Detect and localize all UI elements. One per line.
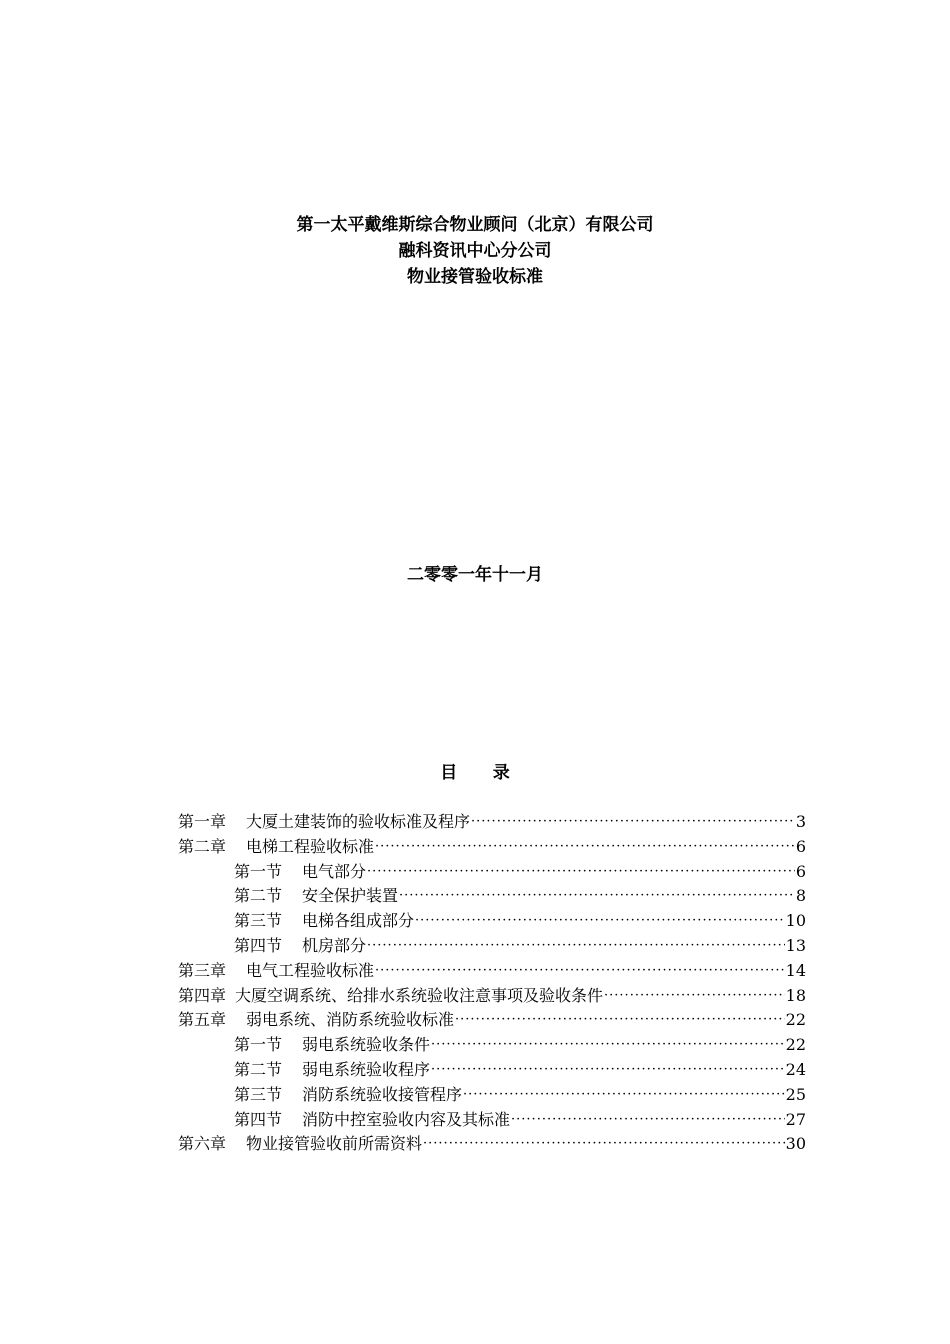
toc-entry-number: 第一节 bbox=[234, 861, 283, 881]
toc-entry-title: 弱电系统验收条件 bbox=[302, 1035, 431, 1055]
toc-leader-dots bbox=[375, 835, 795, 860]
toc-entry-number: 第二节 bbox=[234, 886, 283, 906]
toc-entry-chapter-5[interactable] bbox=[178, 1008, 806, 1033]
toc-entry-chapter-2-section-4[interactable] bbox=[178, 934, 806, 959]
toc-entry-chapter-4[interactable] bbox=[178, 984, 806, 1009]
toc-entry-title: 机房部分 bbox=[302, 935, 367, 955]
toc-entry-chapter-6[interactable] bbox=[178, 1132, 806, 1157]
toc-leader-dots bbox=[399, 884, 795, 909]
toc-entry-page: 10 bbox=[785, 911, 806, 931]
toc-entry-chapter-2-section-1[interactable] bbox=[178, 860, 806, 885]
toc-entry-title: 消防中控室验收内容及其标准 bbox=[302, 1109, 511, 1129]
toc-entry-page: 27 bbox=[785, 1109, 806, 1129]
toc-entry-chapter-2-section-3[interactable] bbox=[178, 909, 806, 934]
toc-leader-dots bbox=[423, 1132, 785, 1157]
toc-entry-title: 安全保护装置 bbox=[302, 886, 399, 906]
toc-leader-dots bbox=[511, 1108, 785, 1133]
toc-entry-number: 第二章 bbox=[178, 836, 227, 856]
toc-entry-page: 22 bbox=[785, 1010, 806, 1030]
toc-leader-dots bbox=[367, 934, 785, 959]
toc-entry-title: 电梯工程验收标准 bbox=[246, 836, 375, 856]
toc-entry-page: 13 bbox=[785, 935, 806, 955]
cover-title-block bbox=[0, 212, 950, 290]
toc-entry-title: 电气部分 bbox=[302, 861, 367, 881]
toc-entry-page: 3 bbox=[795, 812, 806, 831]
toc-entry-number: 第一节 bbox=[234, 1035, 283, 1055]
toc-entry-title: 弱电系统、消防系统验收标准 bbox=[246, 1010, 455, 1030]
toc-entry-chapter-5-section-3[interactable] bbox=[178, 1083, 806, 1108]
toc-leader-dots bbox=[375, 959, 785, 984]
toc-entry-number: 第四节 bbox=[234, 1109, 283, 1129]
toc-entry-chapter-5-section-2[interactable] bbox=[178, 1058, 806, 1083]
toc-entry-chapter-1[interactable] bbox=[178, 810, 806, 835]
toc-entry-number: 第三节 bbox=[234, 1084, 283, 1104]
toc-entry-title: 大厦土建装饰的验收标准及程序 bbox=[246, 812, 471, 831]
toc-entry-number: 第五章 bbox=[178, 1010, 227, 1030]
toc-entry-chapter-3[interactable] bbox=[178, 959, 806, 984]
toc-leader-dots bbox=[367, 860, 795, 885]
toc-entry-number: 第二节 bbox=[234, 1059, 283, 1079]
document-date: 二零零一年十一月 bbox=[407, 565, 543, 585]
toc-entry-page: 25 bbox=[785, 1084, 806, 1104]
toc-entry-number: 第四章 bbox=[178, 985, 227, 1005]
toc-entry-chapter-2[interactable] bbox=[178, 835, 806, 860]
toc-entry-page: 22 bbox=[785, 1035, 806, 1055]
toc-entry-chapter-5-section-4[interactable] bbox=[178, 1108, 806, 1133]
toc-entry-number: 第四节 bbox=[234, 935, 283, 955]
toc-entry-title: 电梯各组成部分 bbox=[302, 911, 415, 931]
table-of-contents bbox=[178, 810, 806, 1157]
toc-entry-page: 6 bbox=[795, 861, 806, 881]
toc-entry-page: 8 bbox=[795, 886, 806, 906]
toc-entry-page: 30 bbox=[785, 1134, 806, 1154]
toc-entry-page: 24 bbox=[785, 1059, 806, 1079]
toc-entry-title: 大厦空调系统、给排水系统验收注意事项及验收条件 bbox=[235, 985, 604, 1005]
toc-leader-dots bbox=[471, 810, 795, 835]
toc-entry-chapter-2-section-2[interactable] bbox=[178, 884, 806, 909]
toc-leader-dots bbox=[415, 909, 785, 934]
company-name: 第一太平戴维斯综合物业顾问（北京）有限公司 bbox=[296, 215, 654, 235]
toc-leader-dots bbox=[455, 1008, 785, 1033]
toc-entry-page: 18 bbox=[785, 985, 806, 1005]
toc-entry-title: 电气工程验收标准 bbox=[246, 960, 375, 980]
toc-entry-title: 弱电系统验收程序 bbox=[302, 1059, 431, 1079]
toc-leader-dots bbox=[604, 984, 785, 1009]
toc-entry-number: 第六章 bbox=[178, 1134, 227, 1154]
toc-entry-page: 6 bbox=[795, 836, 806, 856]
branch-name: 融科资讯中心分公司 bbox=[398, 241, 552, 261]
toc-leader-dots bbox=[463, 1083, 785, 1108]
toc-leader-dots bbox=[431, 1033, 785, 1058]
toc-leader-dots bbox=[431, 1058, 785, 1083]
toc-entry-chapter-5-section-1[interactable] bbox=[178, 1033, 806, 1058]
toc-entry-number: 第一章 bbox=[178, 812, 227, 831]
toc-entry-page: 14 bbox=[785, 960, 806, 980]
toc-entry-title: 消防系统验收接管程序 bbox=[302, 1084, 463, 1104]
toc-entry-number: 第三节 bbox=[234, 911, 283, 931]
toc-entry-title: 物业接管验收前所需资料 bbox=[246, 1134, 423, 1154]
toc-heading: 目 录 bbox=[440, 763, 510, 783]
toc-entry-number: 第三章 bbox=[178, 960, 227, 980]
document-title: 物业接管验收标准 bbox=[407, 267, 543, 287]
